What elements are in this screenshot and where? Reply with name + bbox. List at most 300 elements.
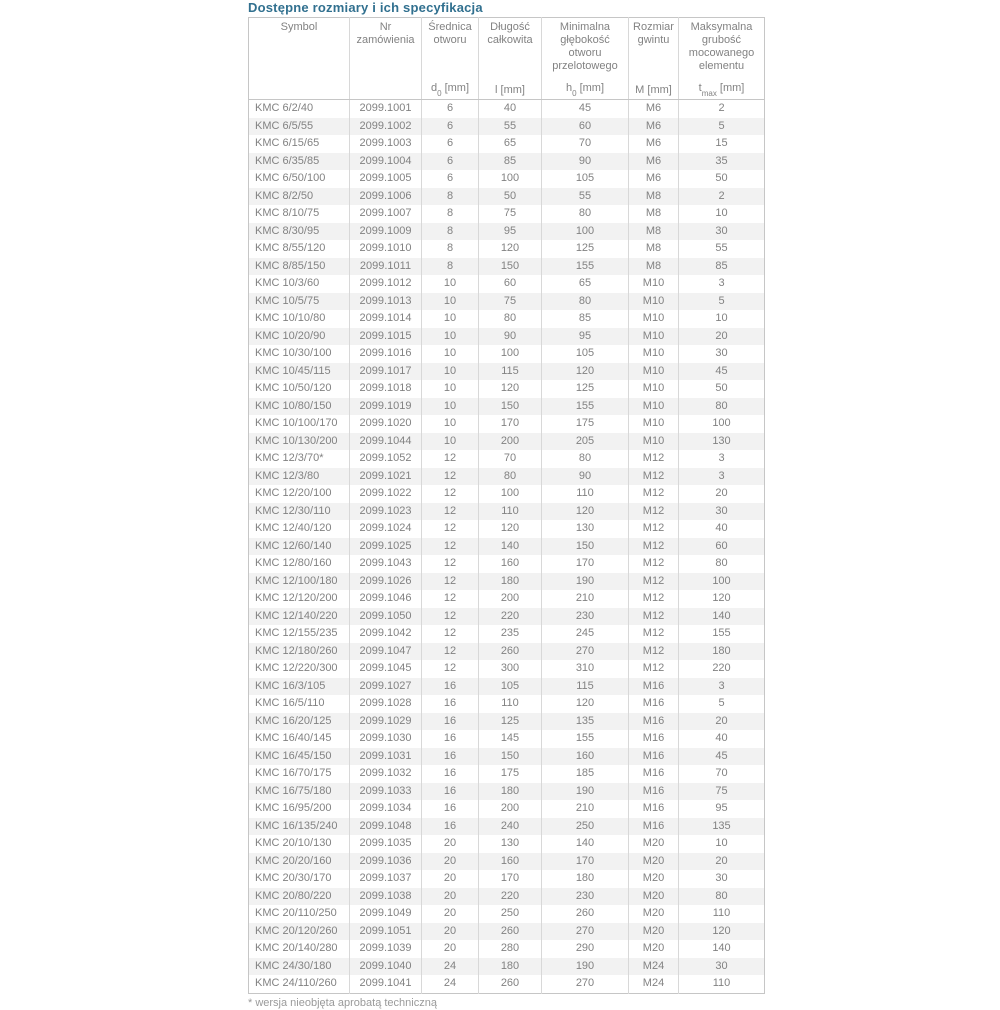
cell-thread-size: M6: [629, 118, 679, 136]
cell-symbol: KMC 12/100/180: [255, 574, 338, 587]
cell-hole-diameter: 12: [422, 573, 479, 591]
cell-hole-diameter: 8: [422, 240, 479, 258]
cell-total-length: 150: [479, 258, 542, 276]
cell-hole-diameter: 12: [422, 520, 479, 538]
cell-thread-size: M20: [629, 853, 679, 871]
cell-total-length: 100: [479, 345, 542, 363]
cell-thread-size: M6: [629, 170, 679, 188]
cell-max-thickness: 3: [679, 275, 765, 293]
cell-order-number: 2099.1050: [350, 608, 422, 626]
cell-thread-size: M24: [629, 975, 679, 993]
cell-total-length: 110: [479, 503, 542, 521]
footnote: * wersja nieobjęta aprobatą techniczną: [248, 996, 437, 1009]
cell-thread-size: M6: [629, 100, 679, 118]
cell-thread-size: M10: [629, 345, 679, 363]
cell-total-length: 115: [479, 363, 542, 381]
column-label: Maksymalna grubość mocowanego elementu: [688, 21, 755, 72]
cell-hole-diameter: 16: [422, 818, 479, 836]
cell-total-length: 105: [479, 678, 542, 696]
cell-symbol: KMC 10/10/80: [255, 312, 326, 324]
cell-total-length: 200: [479, 590, 542, 608]
table-row: [249, 363, 765, 381]
cell-total-length: 120: [479, 380, 542, 398]
cell-total-length: 80: [479, 468, 542, 486]
cell-total-length: 175: [479, 765, 542, 783]
cell-order-number: 2099.1021: [350, 468, 422, 486]
cell-thread-size: M8: [629, 258, 679, 276]
cell-order-number: 2099.1017: [350, 363, 422, 381]
cell-hole-diameter: 6: [422, 100, 479, 118]
cell-hole-diameter: 12: [422, 660, 479, 678]
cell-max-thickness: 180: [679, 643, 765, 661]
cell-total-length: 220: [479, 608, 542, 626]
table-row: [249, 713, 765, 731]
cell-max-thickness: 110: [679, 905, 765, 923]
cell-symbol: KMC 6/50/100: [255, 172, 326, 184]
cell-min-hole-depth: 80: [542, 293, 629, 311]
cell-thread-size: M20: [629, 940, 679, 958]
table-row: [249, 590, 765, 608]
cell-hole-diameter: 12: [422, 555, 479, 573]
table-row: [249, 135, 765, 153]
cell-thread-size: M8: [629, 240, 679, 258]
cell-order-number: 2099.1029: [350, 713, 422, 731]
column-header-thread-size: [629, 18, 679, 100]
cell-hole-diameter: 16: [422, 800, 479, 818]
cell-hole-diameter: 20: [422, 853, 479, 871]
cell-total-length: 180: [479, 573, 542, 591]
table-row: [249, 258, 765, 276]
cell-max-thickness: 2: [679, 188, 765, 206]
cell-symbol: KMC 20/80/220: [255, 889, 332, 902]
cell-hole-diameter: 10: [422, 398, 479, 416]
table-row: [249, 380, 765, 398]
cell-total-length: 300: [479, 660, 542, 678]
cell-hole-diameter: 20: [422, 923, 479, 941]
cell-total-length: 75: [479, 293, 542, 311]
table-row: [249, 153, 765, 171]
cell-max-thickness: 120: [679, 590, 765, 608]
cell-max-thickness: 35: [679, 153, 765, 171]
cell-order-number: 2099.1044: [350, 433, 422, 451]
cell-total-length: 145: [479, 730, 542, 748]
cell-hole-diameter: 12: [422, 503, 479, 521]
cell-hole-diameter: 6: [422, 135, 479, 153]
cell-max-thickness: 60: [679, 538, 765, 556]
cell-min-hole-depth: 185: [542, 765, 629, 783]
cell-order-number: 2099.1013: [350, 293, 422, 311]
column-header-total-length: [479, 18, 542, 100]
cell-min-hole-depth: 65: [542, 275, 629, 293]
cell-thread-size: M12: [629, 590, 679, 608]
cell-total-length: 150: [479, 398, 542, 416]
column-unit: $t_{max}$ [mm]: [698, 81, 745, 98]
cell-symbol: KMC 6/15/65: [255, 137, 320, 149]
cell-thread-size: M16: [629, 748, 679, 766]
cell-symbol: KMC 6/5/55: [255, 119, 314, 132]
column-label: Minimalna głębokość otworu przelotowego: [552, 21, 618, 72]
cell-symbol: KMC 12/3/80: [255, 469, 320, 482]
cell-hole-diameter: 6: [422, 153, 479, 171]
spec-table-body: [249, 100, 765, 994]
cell-symbol: KMC 12/180/260: [255, 644, 338, 657]
table-row: [249, 345, 765, 363]
table-row: [249, 555, 765, 573]
cell-order-number: 2099.1025: [350, 538, 422, 556]
table-row: [249, 695, 765, 713]
cell-hole-diameter: 20: [422, 888, 479, 906]
cell-total-length: 140: [479, 538, 542, 556]
cell-hole-diameter: 12: [422, 625, 479, 643]
table-row: [249, 415, 765, 433]
table-row: [249, 450, 765, 468]
cell-min-hole-depth: 250: [542, 818, 629, 836]
cell-hole-diameter: 10: [422, 345, 479, 363]
cell-total-length: 260: [479, 643, 542, 661]
cell-thread-size: M6: [629, 153, 679, 171]
spec-table-head: [249, 18, 765, 100]
column-label: Rozmiar gwintu: [633, 21, 674, 46]
section-title: Dostępne rozmiary i ich specyfikacja: [248, 0, 483, 15]
cell-total-length: 220: [479, 888, 542, 906]
cell-min-hole-depth: 110: [542, 485, 629, 503]
cell-min-hole-depth: 155: [542, 730, 629, 748]
cell-symbol: KMC 16/135/240: [255, 819, 338, 832]
cell-min-hole-depth: 270: [542, 643, 629, 661]
cell-thread-size: M12: [629, 450, 679, 468]
cell-total-length: 55: [479, 118, 542, 136]
cell-min-hole-depth: 70: [542, 135, 629, 153]
cell-thread-size: M10: [629, 293, 679, 311]
cell-order-number: 2099.1027: [350, 678, 422, 696]
cell-min-hole-depth: 85: [542, 310, 629, 328]
cell-total-length: 170: [479, 415, 542, 433]
cell-symbol: KMC 16/20/125: [255, 714, 332, 727]
cell-order-number: 2099.1052: [350, 450, 422, 468]
cell-min-hole-depth: 180: [542, 870, 629, 888]
cell-max-thickness: 120: [679, 923, 765, 941]
cell-order-number: 2099.1048: [350, 818, 422, 836]
cell-total-length: 160: [479, 555, 542, 573]
cell-total-length: 85: [479, 153, 542, 171]
cell-order-number: 2099.1042: [350, 625, 422, 643]
cell-thread-size: M10: [629, 328, 679, 346]
cell-max-thickness: 80: [679, 555, 765, 573]
cell-order-number: 2099.1019: [350, 398, 422, 416]
cell-thread-size: M20: [629, 888, 679, 906]
table-row: [249, 573, 765, 591]
column-label: Nr zamówienia: [356, 21, 415, 46]
cell-hole-diameter: 12: [422, 450, 479, 468]
table-row: [249, 293, 765, 311]
cell-symbol: KMC 12/155/235: [255, 627, 338, 639]
cell-order-number: 2099.1016: [350, 345, 422, 363]
cell-thread-size: M16: [629, 713, 679, 731]
cell-max-thickness: 3: [679, 450, 765, 468]
table-row: [249, 783, 765, 801]
cell-min-hole-depth: 105: [542, 170, 629, 188]
column-unit: $d_0$ [mm]: [430, 81, 470, 98]
cell-symbol: KMC 12/80/160: [255, 557, 332, 569]
cell-max-thickness: 30: [679, 958, 765, 976]
cell-min-hole-depth: 130: [542, 520, 629, 538]
cell-max-thickness: 30: [679, 870, 765, 888]
cell-hole-diameter: 6: [422, 118, 479, 136]
cell-hole-diameter: 16: [422, 730, 479, 748]
table-row: [249, 433, 765, 451]
cell-hole-diameter: 8: [422, 223, 479, 241]
cell-min-hole-depth: 270: [542, 923, 629, 941]
cell-min-hole-depth: 140: [542, 835, 629, 853]
cell-order-number: 2099.1020: [350, 415, 422, 433]
cell-thread-size: M16: [629, 800, 679, 818]
table-row: [249, 853, 765, 871]
cell-order-number: 2099.1001: [350, 100, 422, 118]
cell-hole-diameter: 16: [422, 748, 479, 766]
cell-max-thickness: 130: [679, 433, 765, 451]
table-row: [249, 905, 765, 923]
cell-symbol: KMC 12/120/200: [255, 592, 338, 604]
column-unit: M [mm]: [635, 84, 672, 96]
cell-thread-size: M24: [629, 958, 679, 976]
cell-order-number: 2099.1009: [350, 223, 422, 241]
cell-order-number: 2099.1004: [350, 153, 422, 171]
cell-min-hole-depth: 100: [542, 223, 629, 241]
cell-thread-size: M10: [629, 363, 679, 381]
cell-hole-diameter: 12: [422, 608, 479, 626]
cell-min-hole-depth: 190: [542, 783, 629, 801]
spec-section: [248, 0, 760, 1010]
cell-max-thickness: 30: [679, 345, 765, 363]
cell-thread-size: M10: [629, 275, 679, 293]
cell-max-thickness: 50: [679, 170, 765, 188]
table-row: [249, 310, 765, 328]
cell-thread-size: M10: [629, 310, 679, 328]
cell-hole-diameter: 20: [422, 870, 479, 888]
cell-min-hole-depth: 105: [542, 345, 629, 363]
cell-hole-diameter: 24: [422, 975, 479, 993]
cell-order-number: 2099.1028: [350, 695, 422, 713]
cell-thread-size: M8: [629, 205, 679, 223]
table-row: [249, 398, 765, 416]
cell-hole-diameter: 8: [422, 205, 479, 223]
cell-thread-size: M12: [629, 555, 679, 573]
cell-thread-size: M12: [629, 468, 679, 486]
cell-symbol: KMC 8/30/95: [255, 224, 320, 237]
cell-symbol: KMC 8/55/120: [255, 242, 326, 254]
cell-symbol: KMC 20/140/280: [255, 942, 338, 954]
cell-thread-size: M20: [629, 905, 679, 923]
cell-order-number: 2099.1040: [350, 958, 422, 976]
cell-max-thickness: 45: [679, 748, 765, 766]
cell-hole-diameter: 16: [422, 695, 479, 713]
cell-thread-size: M6: [629, 135, 679, 153]
cell-total-length: 180: [479, 783, 542, 801]
cell-symbol: KMC 16/70/175: [255, 767, 332, 779]
cell-order-number: 2099.1012: [350, 275, 422, 293]
cell-max-thickness: 80: [679, 398, 765, 416]
cell-total-length: 150: [479, 748, 542, 766]
cell-max-thickness: 30: [679, 223, 765, 241]
cell-min-hole-depth: 120: [542, 695, 629, 713]
cell-hole-diameter: 16: [422, 765, 479, 783]
cell-total-length: 95: [479, 223, 542, 241]
cell-total-length: 90: [479, 328, 542, 346]
table-row: [249, 958, 765, 976]
cell-hole-diameter: 10: [422, 328, 479, 346]
cell-total-length: 80: [479, 310, 542, 328]
cell-hole-diameter: 12: [422, 643, 479, 661]
cell-min-hole-depth: 160: [542, 748, 629, 766]
cell-hole-diameter: 10: [422, 415, 479, 433]
cell-thread-size: M12: [629, 573, 679, 591]
column-header-max-thickness: [679, 18, 765, 100]
cell-max-thickness: 10: [679, 310, 765, 328]
cell-min-hole-depth: 95: [542, 328, 629, 346]
table-row: [249, 223, 765, 241]
cell-symbol: KMC 8/10/75: [255, 207, 320, 219]
cell-symbol: KMC 20/20/160: [255, 854, 332, 867]
cell-symbol: KMC 8/2/50: [255, 189, 314, 202]
cell-order-number: 2099.1037: [350, 870, 422, 888]
cell-thread-size: M12: [629, 485, 679, 503]
cell-thread-size: M20: [629, 835, 679, 853]
header-row: [249, 18, 765, 100]
cell-max-thickness: 5: [679, 293, 765, 311]
cell-max-thickness: 2: [679, 100, 765, 118]
cell-hole-diameter: 10: [422, 275, 479, 293]
cell-max-thickness: 70: [679, 765, 765, 783]
cell-order-number: 2099.1010: [350, 240, 422, 258]
cell-min-hole-depth: 175: [542, 415, 629, 433]
cell-symbol: KMC 12/3/70*: [255, 452, 324, 464]
table-row: [249, 240, 765, 258]
column-label: Długość całkowita: [487, 21, 533, 46]
cell-max-thickness: 140: [679, 940, 765, 958]
column-label: Symbol: [280, 21, 318, 33]
cell-thread-size: M20: [629, 870, 679, 888]
cell-min-hole-depth: 55: [542, 188, 629, 206]
cell-thread-size: M10: [629, 415, 679, 433]
cell-order-number: 2099.1041: [350, 975, 422, 993]
cell-thread-size: M16: [629, 695, 679, 713]
cell-max-thickness: 5: [679, 695, 765, 713]
table-row: [249, 468, 765, 486]
cell-max-thickness: 80: [679, 888, 765, 906]
cell-symbol: KMC 16/40/145: [255, 732, 332, 744]
cell-symbol: KMC 10/3/60: [255, 277, 320, 289]
cell-order-number: 2099.1033: [350, 783, 422, 801]
table-row: [249, 730, 765, 748]
cell-hole-diameter: 8: [422, 188, 479, 206]
cell-hole-diameter: 10: [422, 363, 479, 381]
table-row: [249, 765, 765, 783]
cell-thread-size: M10: [629, 380, 679, 398]
cell-max-thickness: 220: [679, 660, 765, 678]
cell-hole-diameter: 24: [422, 958, 479, 976]
table-row: [249, 940, 765, 958]
cell-total-length: 160: [479, 853, 542, 871]
cell-symbol: KMC 16/95/200: [255, 802, 332, 814]
table-row: [249, 818, 765, 836]
cell-symbol: KMC 20/10/130: [255, 837, 332, 849]
cell-min-hole-depth: 230: [542, 888, 629, 906]
cell-order-number: 2099.1046: [350, 590, 422, 608]
cell-min-hole-depth: 90: [542, 468, 629, 486]
cell-max-thickness: 15: [679, 135, 765, 153]
cell-min-hole-depth: 120: [542, 503, 629, 521]
cell-min-hole-depth: 90: [542, 153, 629, 171]
cell-total-length: 60: [479, 275, 542, 293]
cell-total-length: 130: [479, 835, 542, 853]
cell-order-number: 2099.1007: [350, 205, 422, 223]
cell-min-hole-depth: 310: [542, 660, 629, 678]
cell-symbol: KMC 12/20/100: [255, 487, 332, 499]
cell-total-length: 40: [479, 100, 542, 118]
cell-order-number: 2099.1038: [350, 888, 422, 906]
table-row: [249, 275, 765, 293]
cell-symbol: KMC 10/50/120: [255, 382, 332, 394]
cell-symbol: KMC 12/140/220: [255, 609, 338, 622]
cell-total-length: 280: [479, 940, 542, 958]
cell-order-number: 2099.1003: [350, 135, 422, 153]
cell-symbol: KMC 12/220/300: [255, 662, 338, 674]
table-row: [249, 170, 765, 188]
cell-total-length: 70: [479, 450, 542, 468]
cell-total-length: 110: [479, 695, 542, 713]
cell-hole-diameter: 10: [422, 380, 479, 398]
cell-order-number: 2099.1024: [350, 520, 422, 538]
cell-symbol: KMC 10/5/75: [255, 294, 320, 307]
table-row: [249, 328, 765, 346]
cell-min-hole-depth: 150: [542, 538, 629, 556]
cell-max-thickness: 140: [679, 608, 765, 626]
table-row: [249, 625, 765, 643]
cell-min-hole-depth: 45: [542, 100, 629, 118]
table-row: [249, 100, 765, 118]
cell-min-hole-depth: 170: [542, 853, 629, 871]
cell-order-number: 2099.1005: [350, 170, 422, 188]
column-header-order-number: [350, 18, 422, 100]
cell-symbol: KMC 8/85/150: [255, 259, 326, 272]
cell-total-length: 180: [479, 958, 542, 976]
cell-max-thickness: 40: [679, 730, 765, 748]
cell-thread-size: M12: [629, 520, 679, 538]
cell-hole-diameter: 10: [422, 293, 479, 311]
cell-max-thickness: 50: [679, 380, 765, 398]
cell-max-thickness: 45: [679, 363, 765, 381]
table-row: [249, 888, 765, 906]
table-row: [249, 520, 765, 538]
cell-max-thickness: 20: [679, 328, 765, 346]
cell-max-thickness: 20: [679, 713, 765, 731]
cell-hole-diameter: 16: [422, 713, 479, 731]
column-header-symbol: [249, 18, 350, 100]
cell-min-hole-depth: 210: [542, 800, 629, 818]
cell-min-hole-depth: 155: [542, 398, 629, 416]
cell-thread-size: M16: [629, 730, 679, 748]
table-row: [249, 678, 765, 696]
cell-thread-size: M20: [629, 923, 679, 941]
cell-symbol: KMC 16/45/150: [255, 749, 332, 762]
cell-order-number: 2099.1022: [350, 485, 422, 503]
cell-max-thickness: 10: [679, 205, 765, 223]
cell-thread-size: M16: [629, 818, 679, 836]
cell-thread-size: M10: [629, 433, 679, 451]
cell-hole-diameter: 16: [422, 678, 479, 696]
cell-hole-diameter: 20: [422, 835, 479, 853]
column-unit: l [mm]: [495, 84, 525, 96]
